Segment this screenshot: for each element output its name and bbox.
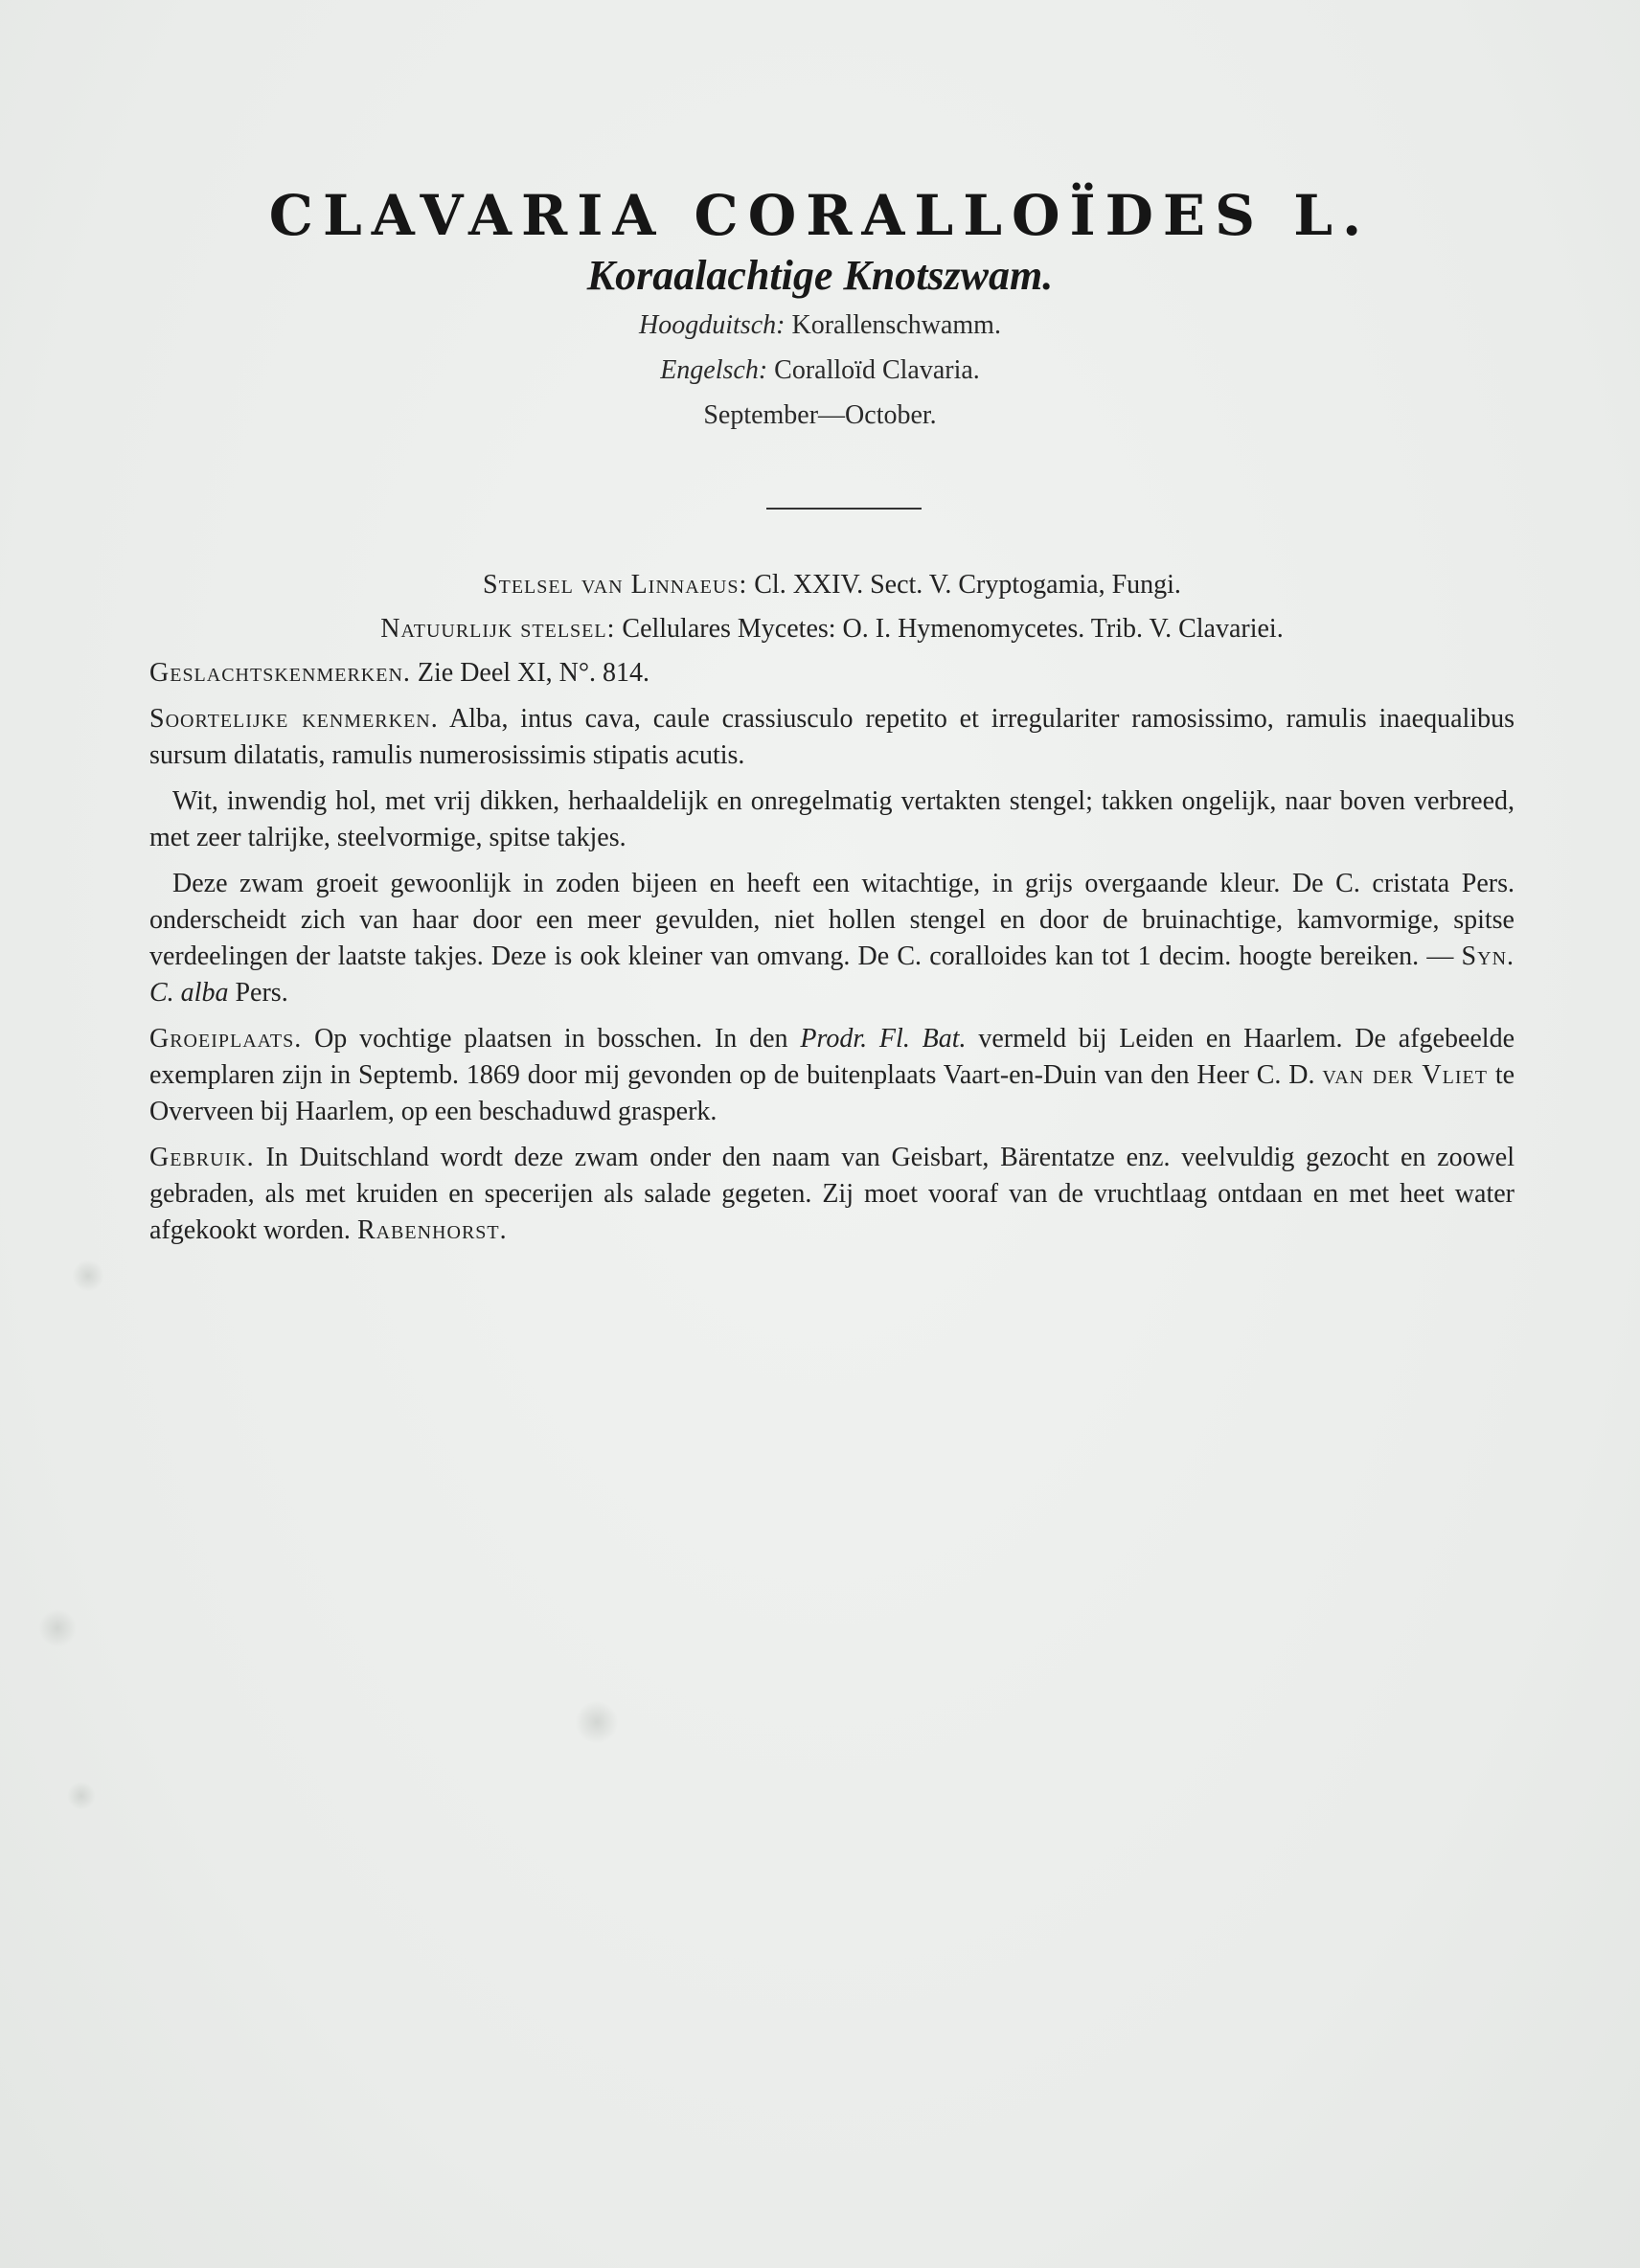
species-label: Soortelijke kenmerken.	[149, 704, 439, 734]
habitat-text-2: vermeld bij Leiden en Haarlem. De afgebeelde exemplaren zijn in Septemb. 1869 door mij gevonden op de buitenplaats Vaart-en-Duin van den Heer C. D.	[149, 1024, 1515, 1090]
natural-label: Natuurlijk stelsel:	[380, 614, 616, 644]
habitat-ref: Prodr. Fl. Bat.	[800, 1024, 967, 1054]
dutch-description-paragraph: Wit, inwendig hol, met vrij dikken, herhaaldelijk en onregelmatig vertakten stengel; takken ongelijk, naar boven verbreed, met zeer talrijke, steelvormige, spitse takjes.	[149, 786, 1515, 852]
season-line: September—October.	[703, 400, 937, 430]
habitat-paragraph	[149, 1021, 1515, 1130]
natural-text: Cellulares Mycetes: O. I. Hymenomycetes. Trib. V. Clavariei.	[622, 614, 1284, 644]
use-text: In Duitschland wordt deze zwam onder den naam van Geisbart, Bärentatze enz. veelvuldig gezocht en zoowel gebraden, als met kruiden en specerijen als salade gegeten. Zij moet vooraf van de vruchtlaag ontdaan en met heet water afgekookt worden.	[149, 1143, 1515, 1245]
genus-paragraph	[149, 655, 1515, 692]
use-label: Gebruik.	[149, 1143, 255, 1172]
header	[0, 182, 1640, 438]
habitat-person: van der Vliet	[1322, 1060, 1488, 1090]
natural-system-line	[149, 611, 1515, 647]
english-label: Engelsch:	[660, 355, 768, 385]
german-name-line	[0, 303, 1640, 348]
syn-name: C. alba	[149, 978, 229, 1008]
habitat-text-3: te Overveen bij Haarlem, op een beschaduwd grasperk.	[149, 1060, 1515, 1126]
habitat-label: Groeiplaats.	[149, 1024, 303, 1054]
use-author: Rabenhorst.	[356, 1215, 508, 1245]
english-name-line	[0, 348, 1640, 393]
english-name: Coralloïd Clavaria.	[774, 355, 980, 385]
paper-stain	[575, 1700, 619, 1744]
linnaeus-line	[149, 567, 1515, 603]
body-text	[149, 567, 1515, 1259]
use-paragraph	[149, 1140, 1515, 1249]
page-subtitle: Koraalachtige Knotszwam.	[586, 252, 1054, 299]
genus-text: Zie Deel XI, N°. 814.	[417, 658, 650, 688]
linnaeus-label: Stelsel van Linnaeus:	[483, 570, 748, 600]
species-text: Alba, intus cava, caule crassiusculo repetito et irregulariter ramosissimo, ramulis inaequalibus sursum dilatatis, ramulis numerosissimis stipatis acutis.	[149, 704, 1515, 770]
syn-author: Pers.	[235, 978, 288, 1008]
paper-stain	[72, 1259, 104, 1292]
remarks-paragraph	[149, 866, 1515, 1011]
german-name: Korallenschwamm.	[791, 310, 1001, 340]
syn-label: Syn.	[1461, 941, 1515, 971]
remarks-text: Deze zwam groeit gewoonlijk in zoden bijeen en heeft een witachtige, in grijs overgaande kleur. De C. cristata Pers. onderscheidt zich van haar door een meer gevulden, niet hollen stengel en door de bruinachtige, kamvormige, spitse verdeelingen der laatste takjes. Deze is ook kleiner van omvang. De C. coralloides kan tot 1 decim. hoogte bereiken. —	[149, 869, 1515, 971]
german-label: Hoogduitsch:	[639, 310, 786, 340]
genus-label: Geslachtskenmerken.	[149, 658, 411, 688]
habitat-text-1: Op vochtige plaatsen in bosschen. In den	[314, 1024, 788, 1054]
linnaeus-text: Cl. XXIV. Sect. V. Cryptogamia, Fungi.	[754, 570, 1181, 600]
paper-stain	[67, 1781, 96, 1810]
species-paragraph	[149, 701, 1515, 774]
paper-stain	[38, 1609, 77, 1647]
divider	[766, 508, 922, 510]
page-title: CLAVARIA CORALLOÏDES L.	[268, 183, 1372, 248]
